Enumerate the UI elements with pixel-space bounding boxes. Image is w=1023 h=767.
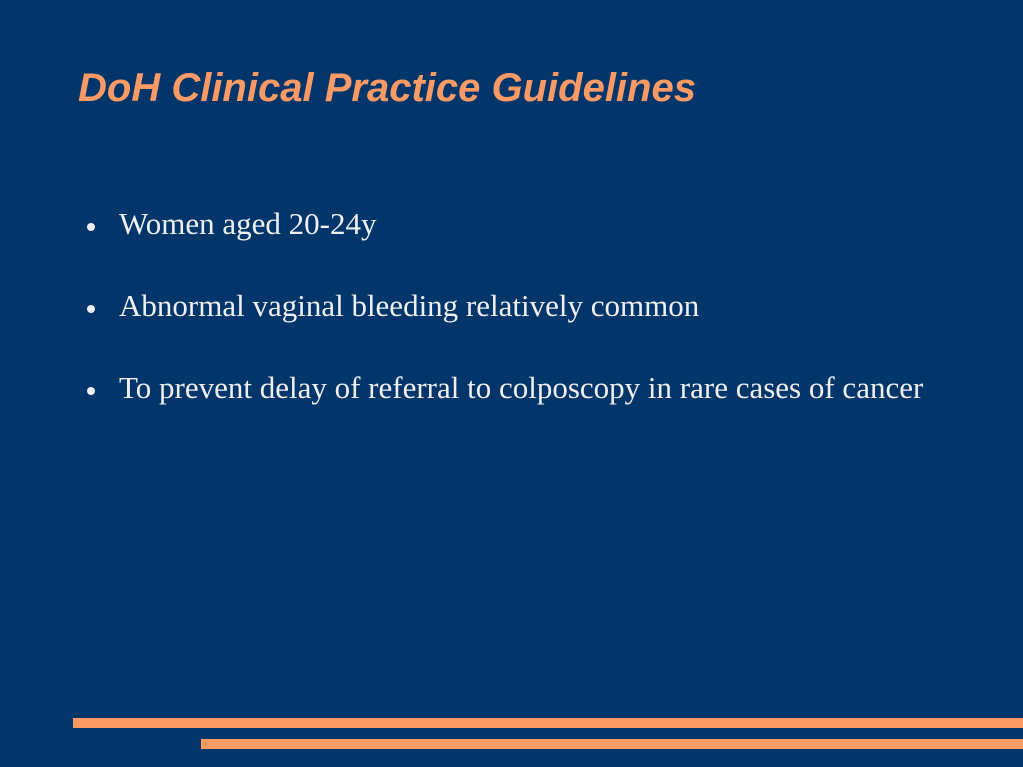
bullet-dot-icon xyxy=(87,305,95,313)
bullet-text: To prevent delay of referral to colposcopy in rare cases of cancer xyxy=(119,370,924,405)
slide-title: DoH Clinical Practice Guidelines xyxy=(78,66,696,110)
decorative-bar-bottom xyxy=(201,739,1023,749)
bullet-dot-icon xyxy=(87,387,95,395)
bullet-text: Abnormal vaginal bleeding relatively common xyxy=(119,288,700,323)
bullet-text: Women aged 20-24y xyxy=(119,206,377,241)
decorative-bar-top xyxy=(73,718,1023,728)
bullet-dot-icon xyxy=(87,223,95,231)
